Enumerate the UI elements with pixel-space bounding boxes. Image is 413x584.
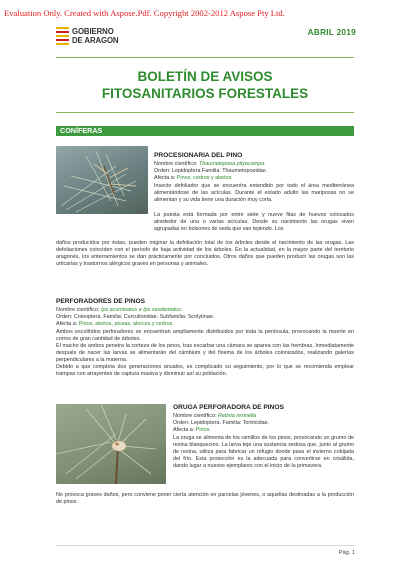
pest2-heading: PERFORADORES DE PINOS (56, 298, 146, 305)
pine-processionary-photo (56, 146, 148, 214)
page-number: Pág. 1 (338, 550, 355, 556)
pest1-scientific-name (154, 161, 354, 168)
pest3-scientific-label: Nombre científico: (173, 413, 217, 419)
footer-divider (56, 545, 354, 546)
pest1-affects-value: Pinos, cedros y abetos. (176, 175, 233, 181)
logo-line1: GOBIERNO (72, 27, 114, 36)
pest2-paragraph1: Ambos escolítidos perforadores se encuentran ampliamente distribuidos por toda la península, provocando la muerte en corros de gran cantidad de árboles. (56, 329, 354, 342)
pest2-order: Orden: Coleoptera. Familia: Curculionidae. Subfamilia: Scolytinae. (56, 314, 215, 320)
pest3-affects-value: Pinos. (195, 427, 211, 433)
title-line1: BOLETÍN DE AVISOS (137, 69, 273, 84)
pest1-order: Orden: Lepidoptera Familia: Thaumetopoeidae. (154, 168, 268, 174)
pest3-heading: ORUGA PERFORADORA DE PINOS (173, 404, 284, 411)
pest1-affects-label: Afecta a: (154, 175, 176, 181)
watermark-text: Evaluation Only. Created with Aspose.Pdf. Copyright 2002-2012 Aspose Pty Ltd. (4, 8, 285, 18)
title-line2: FITOSANITARIOS FORESTALES (101, 86, 309, 101)
pest3-order: Orden: Lepidoptera. Familia: Tortricidae. (173, 420, 270, 426)
pest2-scientific-name (56, 307, 354, 314)
pest2-scientific-label: Nombre científico: (56, 307, 100, 313)
pest2-affects-value: Pinos, abetos, piceas, alerces y cedros. (78, 321, 174, 327)
bulletin-date: ABRIL 2019 (307, 28, 356, 37)
pest1-affects (154, 175, 354, 182)
logo-wordmark (72, 28, 118, 45)
pest2-affects-label: Afecta a: (56, 321, 78, 327)
pest3-paragraph2: No provoca graves daños, pero conviene poner cierta atención en parcelas jóvenes, o aquellas destinadas a la producción de pinos. (56, 492, 354, 505)
pest2-paragraph2: El macho de ambos penetra la corteza de los pinos, tras escarbar una cámara se aparea con las hembras. Inmediatamente después de nacer las larvas se alimentarán del cámbium y del floema de los árboles colonizados, realizando galerías perpendiculares a la materna. (56, 343, 354, 363)
pest1-scientific-value: Thaumetopoea pityocampa. (198, 161, 266, 167)
pine-shoot-moth-photo (56, 404, 166, 484)
gobierno-aragon-logo (56, 27, 146, 49)
pest1-heading: PROCESIONARIA DEL PINO (154, 152, 243, 159)
pest2-affects (56, 321, 354, 328)
pest2-scientific-value: Ips acuminatus e Ips sexdentatus. (100, 307, 183, 313)
logo-line2: DE ARAGON (72, 35, 119, 45)
pest3-scientific-name (173, 413, 354, 420)
pest3-affects-label: Afecta a: (173, 427, 195, 433)
title-box (56, 57, 354, 113)
pest3-paragraph1: La oruga se alimenta de los ramillos de los pinos, provocando un grumo de resina blanquecino. La larva teje una sustancia sedosa que, junto al grumo de resina, utiliza para fabricar un refugio donde pasa el invierno cobijada del frío. Esta protección es la adecuada para convertirse en crisálida, dando lugar a nuevos ejemplares con el inicio de la primavera. (173, 435, 354, 469)
pest1-paragraph2: La puesta está formada por entre siete y nueve filas de huevos colocados alrededor de una o varias acículas. Desde su nacimiento las orugas viven agrupadas en bolsones de seda que van tejiendo. Los (154, 212, 354, 232)
pest1-paragraph3: daños producidos por éstas, pueden originar la defoliación total de los árboles desde el nacimiento de las orugas. Las defoliaciones coinciden con el período de baja actividad de los árboles. En la actualidad, en la mayor parte del territorio aragonés, los enterramientos se dan prácticamente por concluidos. Otros daños que pueden producir las orugas son las urticarias y trastornos alérgicos graves en personas y animales. (56, 240, 354, 267)
pest3-scientific-value: Retinia resinella (217, 413, 257, 419)
section-header-coniferas: CONÍFERAS (56, 126, 354, 136)
pest1-paragraph1: Insecto defoliador que se encuentra extendido por todo el área mediterránea alimentándose de las acículas. Durante el estado adulto las mariposas no se alimentan y su vida tiene una duración muy corta. (154, 183, 354, 203)
pest2-paragraph3: Debido a que completa dos generaciones anuales, es complicado su seguimiento, por lo que se recomienda emplear trampas con atrayentes de captura masiva y disminuir así su población. (56, 364, 354, 377)
pest1-scientific-label: Nombre científico: (154, 161, 198, 167)
pest3-affects (173, 427, 354, 434)
aragon-flag-icon (56, 27, 69, 45)
